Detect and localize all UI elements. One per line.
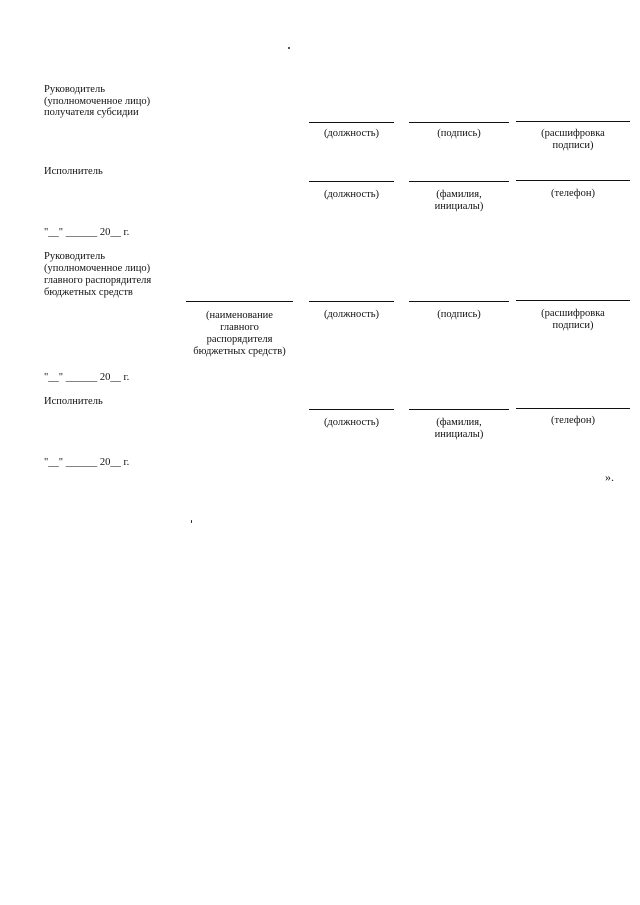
block4-phone-line xyxy=(516,408,630,409)
block1-signature-line xyxy=(409,122,509,123)
block4-position-line xyxy=(309,409,394,410)
block3-org-line xyxy=(186,301,293,302)
block1-decode-caption: (расшифровка подписи) xyxy=(541,128,605,151)
block1-role-line3: получателя субсидии xyxy=(44,107,139,118)
block1-position-line xyxy=(309,122,394,123)
block2-phone-caption: (телефон) xyxy=(551,188,595,199)
block2-name-line xyxy=(409,181,509,182)
block4-position-caption: (должность) xyxy=(323,417,380,428)
block4-date: "__" ______ 20__ г. xyxy=(44,457,130,468)
block3-signature-line xyxy=(409,301,509,302)
block3-date: "__" ______ 20__ г. xyxy=(44,372,130,383)
block2-role: Исполнитель xyxy=(44,166,103,177)
closing-quote-mark: ». xyxy=(605,470,614,484)
block1-position-caption: (должность) xyxy=(323,128,380,139)
scan-speck xyxy=(191,520,192,523)
block3-decode-line xyxy=(516,300,630,301)
block1-role-line1: Руководитель xyxy=(44,84,105,95)
scan-speck xyxy=(288,47,290,49)
block3-role-line1: Руководитель xyxy=(44,251,105,262)
block1-decode-line xyxy=(516,121,630,122)
block3-role-line3: главного распорядителя xyxy=(44,275,152,286)
block2-name-caption: (фамилия, инициалы) xyxy=(434,189,484,212)
block3-org-caption: (наименование главного распорядителя бюджетных средств) xyxy=(193,310,286,357)
block1-signature-caption: (подпись) xyxy=(437,128,481,139)
block2-position-caption: (должность) xyxy=(323,189,380,200)
block3-position-line xyxy=(309,301,394,302)
block4-phone-caption: (телефон) xyxy=(551,415,595,426)
block3-role-line2: (уполномоченное лицо) xyxy=(44,263,151,274)
block4-name-caption: (фамилия, инициалы) xyxy=(434,417,484,440)
block2-position-line xyxy=(309,181,394,182)
block3-position-caption: (должность) xyxy=(323,309,380,320)
block3-signature-caption: (подпись) xyxy=(437,309,481,320)
block2-date: "__" ______ 20__ г. xyxy=(44,227,130,238)
block1-role-line2: (уполномоченное лицо) xyxy=(44,96,151,107)
block2-phone-line xyxy=(516,180,630,181)
block3-role-line4: бюджетных средств xyxy=(44,287,133,298)
block4-role: Исполнитель xyxy=(44,396,103,407)
block3-decode-caption: (расшифровка подписи) xyxy=(541,308,605,331)
block4-name-line xyxy=(409,409,509,410)
